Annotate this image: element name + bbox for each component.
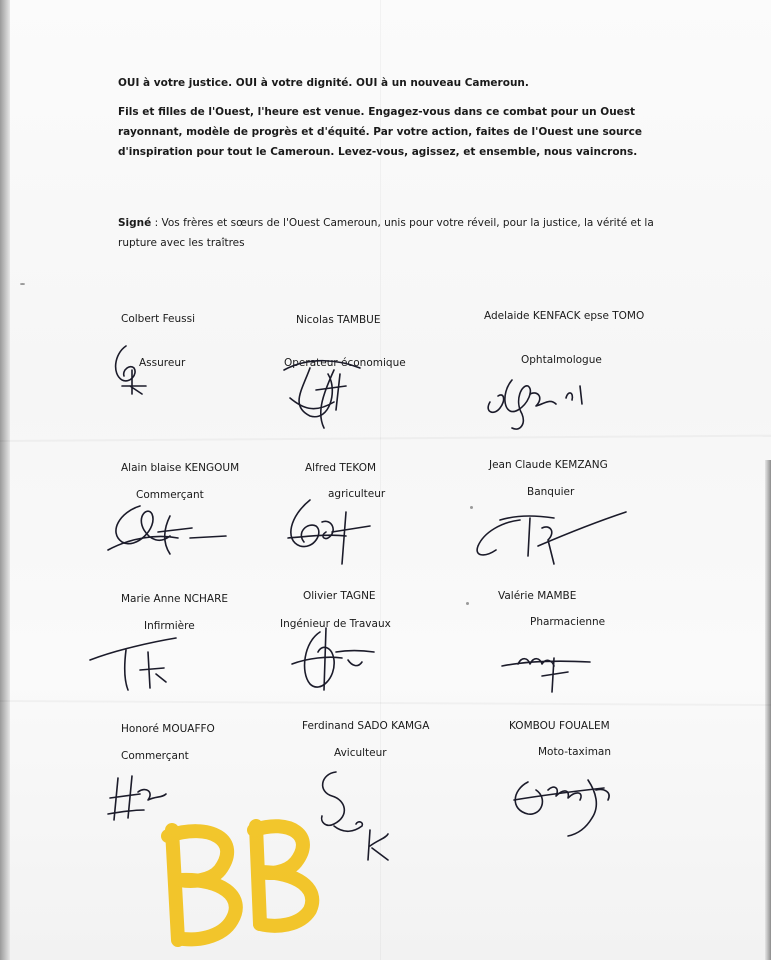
signatory-name: Marie Anne NCHARE [121,593,229,605]
page-left-edge [0,0,10,960]
signature-alfred-tekom [280,492,380,572]
signatory-role: Commerçant [136,489,204,501]
signatory-role: agriculteur [328,488,386,500]
signatory-name: Honoré MOUAFFO [121,723,215,735]
signature-valerie-mambe [498,648,598,698]
signatory-role: Operateur économique [284,357,406,369]
signature-nicolas-tambue [280,350,370,440]
signature-jean-claude-kemzang [470,506,630,576]
intro-paragraph: Fils et filles de l'Ouest, l'heure est venue. Engagez-vous dans ce combat pour un Ouest rayonnant, modèle de progrès et d'équité. Par votre action, faites de l'Ouest une source d'inspiration pour tout le Cameroun. Levez-vous, agissez, et ensemble, nous vaincrons. [118,106,642,158]
signatory-name: Adelaide KENFACK epse TOMO [484,310,645,322]
signature-marie-anne-nchare [86,628,196,698]
paper-crease [0,435,771,442]
signature-adelaide-kenfack [484,370,594,440]
intro-slogan: OUI à votre justice. OUI à votre dignité. OUI à un nouveau Cameroun. [118,77,529,89]
signatory-role: Aviculteur [334,747,387,759]
signature-olivier-tagne [288,622,388,702]
signatory-role: Assureur [139,357,186,369]
signatory-role: Pharmacienne [530,616,606,628]
signatory-name: Colbert Feussi [121,313,196,325]
signatory-name: KOMBOU FOUALEM [509,720,610,732]
bb-marker-stamp [150,800,340,950]
signatory-name: Nicolas TAMBUE [296,314,381,326]
signatory-name: Olivier TAGNE [303,590,376,602]
signatory-name: Valérie MAMBE [498,590,577,602]
signatory-role: Ophtalmologue [521,354,602,366]
signatory-role: Moto-taximan [538,746,612,758]
signature-alain-blaise-kengoum [100,498,240,568]
signed-text: : Vos frères et sœurs de l'Ouest Cameroun, unis pour votre réveil, pour la justice, la vérité et la rupture avec les traîtres [118,217,654,249]
paper-speck [20,283,25,285]
signatory-role: Ingénieur de Travaux [280,618,391,630]
signature-colbert-feussi [108,340,168,400]
signatory-name: Jean Claude KEMZANG [489,459,608,471]
signatory-name: Alfred TEKOM [305,462,377,474]
paper-speck [466,602,469,605]
signed-label: Signé [118,217,152,229]
signed-statement [118,213,678,253]
signatory-role: Banquier [527,486,575,498]
signature-kombou-foualem [508,770,628,850]
signatory-name: Ferdinand SADO KAMGA [302,720,430,732]
signatory-role: Infirmière [144,620,195,632]
page-right-edge [765,460,771,960]
signatory-name: Alain blaise KENGOUM [121,462,240,474]
signatory-role: Commerçant [121,750,189,762]
